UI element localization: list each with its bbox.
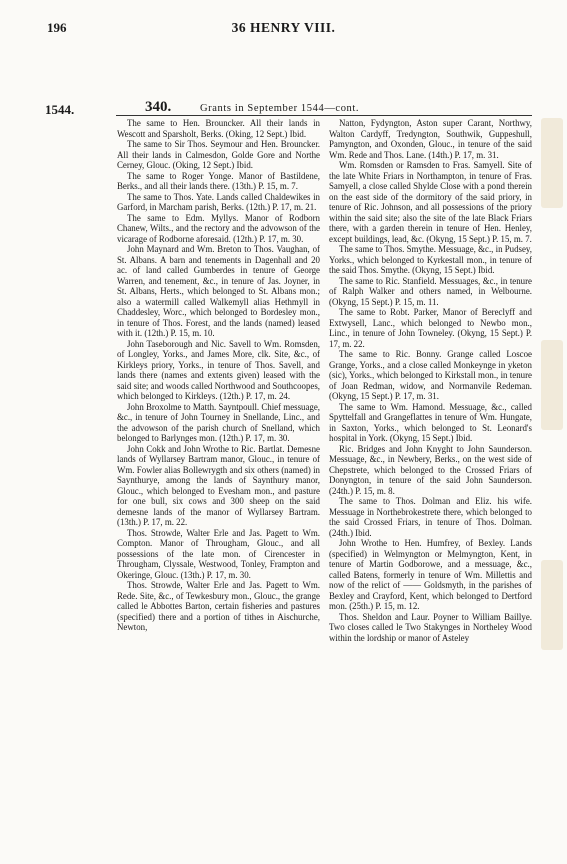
entry-title: Grants in September 1544—cont. [200,103,360,114]
right-column [329,118,532,836]
running-title: 36 HENRY VIII. [231,20,336,35]
paragraph: The same to Hen. Brouncker. All their lands in Wescott and Sparsholt, Berks. (Oking, 12 Sept.) Ibid. [117,118,320,139]
paragraph: John Cokk and John Wrothe to Ric. Bartlat. Demesne lands of Wyllarsey Bartram manor, Glouc., in tenure of Wm. Fowler alias Bollewrygth and six others (named) in Saynthurye, among the lands of Saynthury manor, Glouc., which belonged to Evesham mon., and pasture for one bull, six cows and 300 sheep on the said demesne lands of the manor of Wyllarsey Bartram. (13th.) P. 17, m. 22. [117,443,320,527]
paragraph: Thos. Strowde, Walter Erle and Jas. Pagett to Wm. Rede. Site, &c., of Tewkesbury mon., Glouc., the grange called le Abbottes Barton, certain fisheries and pastures (specified) there and a portion of tithes in Aischurche, Newton, [117,580,320,632]
paragraph: Thos. Strowde, Walter Erle and Jas. Pagett to Wm. Compton. Manor of Througham, Glouc., and all possessions of the late mon. of Cirencester in Througham, Clyssale, Westwood, Tonley, Frampton and Okeringe, Glouc. (13th.) P. 17, m. 30. [117,527,320,580]
page-number: 196 [47,20,67,35]
paragraph: The same to Thos. Smythe. Messuage, &c., in Pudsey, Yorks., which belonged to Kyrkestall mon., in tenure of the said Thos. Smythe. (Okyng, 15 Sept.) Ibid. [329,244,532,275]
paragraph: Wm. Romsden or Ramsden to Fras. Samyell. Site of the late White Friars in Northampton, in tenure of Fras. Samyell, a close called Shylde Close with a pond therein on the east side of the dormitory of the said priory, in tenure of Ric. Johnson, and all possessions of the priory within the said site; also the site of the late Black Friars there, with a garden therein in tenure of Hen. Henley, except buildings, lead, &c. (Okyng, 15 Sept.) P. 15, m. 7. [329,160,532,244]
paragraph: John Wrothe to Hen. Humfrey, of Bexley. Lands (specified) in Welmyngton or Melmyngton, Kent, in tenure of Martin Godborowe, and a messuage, &c., called Batens, formerly in tenure of Wm. Millettis and now of the relict of —— Goldsmyth, in the parishes of Bexley and Crayford, Kent, which belonged to Dertford mon. (25th.) P. 15, m. 12. [329,538,532,611]
entry-number: 340. [145,99,172,115]
paragraph: Ric. Bridges and John Knyght to John Saunderson. Messuage, &c., in Newbery, Berks., on the west side of Chepstrete, which belonged to the Crossed Friars of Donyngton, in tenure of the said John Saunderson. (24th.) P. 15, m. 8. [329,443,532,496]
year-margin: 1544. [45,102,75,117]
paragraph: The same to Ric. Bonny. Grange called Loscoe Grange, Yorks., and a close called Monkeynge in yketon (sic), Yorks., which belonged to Kirkstall mon., in tenure of Joan Redman, widow, and Normanvile Redeman. (Okyng, 15 Sept.) P. 17, m. 31. [329,349,532,401]
paragraph: Thos. Sheldon and Laur. Poyner to William Baillye. Two closes called le Two Stakynges in Northeley Wood within the lordship or manor of Asteley [329,611,532,643]
watermark-stamp-icon [541,340,563,430]
paragraph: The same to Thos. Dolman and Eliz. his wife. Messuage in Northebrokestrete there, which belonged to the said Crossed Friars, in tenure of Thos. Dolman. (24th.) Ibid. [329,496,532,538]
paragraph: Natton, Fydyngton, Aston super Carant, Northwy, Walton Cardyff, Tredyngton, Southwik, Guppeshull, Pamyngton, and Oxonden, Glouc., in tenure of the said Wm. Rede and Thos. Lane. (14th.) P. 17, m. 31. [329,118,532,160]
header-rule [116,115,532,116]
paragraph: The same to Edm. Myllys. Manor of Rodborn Chanew, Wilts., and the rectory and the advowson of the vicarage of Rodborne aforesaid. (12th.) P. 17, m. 30. [117,212,320,244]
watermark-stamp-icon [541,560,563,650]
paragraph: The same to Roger Yonge. Manor of Bastildene, Berks., and all their lands there. (13th.) P. 15, m. 7. [117,170,320,191]
watermark-stamp-icon [541,118,563,208]
paragraph: John Broxolme to Matth. Sayntpoull. Chief messuage, &c., in tenure of John Tourney in Snellande, Linc., and the advowson of the parish church of Snelland, which belonged to Barlynges mon. (12th.) P. 17, m. 30. [117,401,320,443]
paragraph: The same to Ric. Stanfield. Messuages, &c., in tenure of Ralph Walker and others named, in Welbourne. (Okyng, 15 Sept.) P. 15, m. 11. [329,275,532,307]
paragraph: The same to Robt. Parker, Manor of Bereclyff and Extwysell, Lanc., which belonged to Newbo mon., Linc., in tenure of John Towneley. (Okyng, 15 Sept.) P. 17, m. 22. [329,307,532,349]
paragraph: The same to Wm. Hamond. Messuage, &c., called Spyttelfall and Grangeflattes in tenure of Wm. Hungate, in Saxton, Yorks., which belonged to St. Leonard's hospital in York. (Okyng, 15 Sept.) Ibid. [329,401,532,443]
paragraph: The same to Thos. Yate. Lands called Chaldewikes in Garford, in Marcham parish, Berks. (12th.) P. 17, m. 21. [117,191,320,212]
paragraph: The same to Sir Thos. Seymour and Hen. Brouncker. All their lands in Calmesdon, Golde Gore and Northe Cerney, Glouc. (Oking, 12 Sept.) Ibid. [117,139,320,170]
paragraph: John Taseborough and Nic. Savell to Wm. Romsden, of Longley, Yorks., and James More, clk. Site, &c., of Kirkleys priory, Yorks., in tenure of Thos. Savell, and lands there (names and extents given) leased with the said site; and woods called Northwood and Southcoopes, which belonged to Kirkleys. (12th.) P. 17, m. 24. [117,338,320,401]
paragraph: John Maynard and Wm. Breton to Thos. Vaughan, of St. Albans. A barn and tenements in Dagenhall and 20 ac. of land called Gumberdes in tenure of George Warren, and tenement, &c., in tenure of Jas. Joyner, in St. Albans, Herts., which belonged to St. Albans mon.; also a watermill called Walkemyll alias Hethmyll in Chaddesley, Worc., which belonged to Bordesley mon., in tenure of Thos. Forest, and the lands (named) leased with it. (12th.) P. 15, m. 10. [117,244,320,338]
left-column [117,118,320,836]
